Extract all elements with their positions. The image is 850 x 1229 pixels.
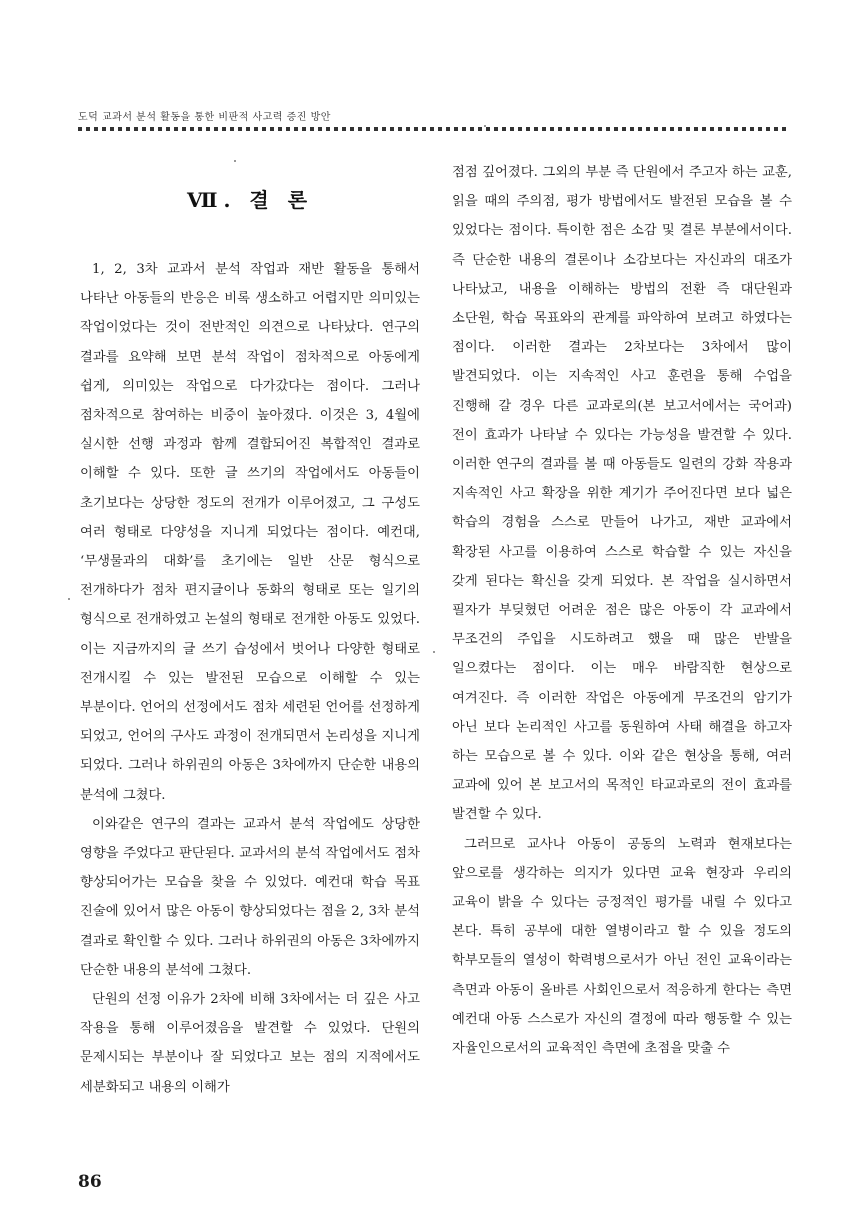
scan-speck bbox=[68, 598, 70, 600]
paragraph: 점점 깊어졌다. 그외의 부분 즉 단원에서 주고자 하는 교훈, 읽을 때의 주의점, 평가 방법에서도 발전된 모습을 볼 수 있었다는 점이다. 특이한 점은 소감 및 결론 부분에서이다. 즉 단순한 내용의 결론이나 소감보다는 자신과의 대조가 나타났고, 내용을 이해하는 방법의 전환 즉 대단원과 소단원, 학습 목표와의 관계를 파악하여 보려고 하였다는 점이다. 이러한 결과는 2차보다는 3차에서 많이 발견되었다. 이는 지속적인 사고 훈련을 통해 수업을 진행해 갈 경우 다른 교과로의(본 보고서에서는 국어과) 전이 효과가 나타날 수 있다는 가능성을 발견할 수 있다. 이러한 연구의 결과를 볼 때 아동들도 일련의 강화 작용과 지속적인 사고 확장을 위한 계기가 주어진다면 보다 넓은 학습의 경험을 스스로 만들어 나가고, 재반 교과에서 확장된 사고를 이용하여 스스로 학습할 수 있는 자신을 갖게 된다는 확신을 갖게 되었다. 본 작업을 실시하면서 필자가 부딪혔던 어려운 점은 많은 아동이 각 교과에서 무조건의 주입을 시도하려고 했을 때 많은 반발을 일으켰다는 점이다. 이는 매우 바람직한 현상으로 여겨진다. 즉 이러한 작업은 아동에게 무조건의 암기가 아닌 보다 논리적인 사고를 동원하여 사태 해결을 하고자 하는 모습으로 볼 수 있다. 이와 같은 현상을 통해, 여러 교과에 있어 본 보고서의 목적인 타교과로의 전이 효과를 발견할 수 있다. bbox=[452, 165, 792, 823]
running-title: 도덕 교과서 분석 활동을 통한 비판적 사고력 증진 방안 bbox=[78, 112, 331, 123]
paragraph: 1, 2, 3차 교과서 분석 작업과 재반 활동을 통해서 나타난 아동들의 반응은 비록 생소하고 어렵지만 의미있는 작업이었다는 것이 전반적인 의견으로 나타났다. 연구의 결과를 요약해 보면 분석 작업이 점차적으로 아동에게 쉽게, 의미있는 작업으로 다가갔다는 점이다. 그러나 점차적으로 참여하는 비중이 높아졌다. 이것은 3, 4월에 실시한 선행 과정과 함께 결합되어진 복합적인 결과로 이해할 수 있다. 또한 글 쓰기의 작업에서도 아동들이 초기보다는 상당한 정도의 전개가 이루어졌고, 그 구성도 여러 형태로 다양성을 지니게 되었다는 점이다. 예컨대, ‘무생물과의 대화’를 초기에는 일반 산문 형식으로 전개하다가 점차 편지글이나 동화의 형태로 또는 일기의 형식으로 전개하였고 논설의 형태로 전개한 아동도 있었다. 이는 지금까지의 글 쓰기 습성에서 벗어나 다양한 형태로 전개시킬 수 있는 발전된 모습으로 이해할 수 있는 부분이다. 언어의 선정에서도 점차 세련된 언어를 선정하게 되었고, 언어의 구사도 과정이 전개되면서 논리성을 지니게 되었다. 그러나 하위권의 아동은 3차에까지 단순한 내용의 분석에 그쳤다. bbox=[80, 262, 420, 803]
paragraph: 단원의 선정 이유가 2차에 비해 3차에서는 더 깊은 사고 작용을 통해 이루어졌음을 발견할 수 있었다. 단원의 문제시되는 부분이나 잘 되었다고 보는 점의 지적에서도 세분화되고 내용의 이해가 bbox=[80, 992, 420, 1095]
scan-speck bbox=[234, 160, 236, 162]
scan-speck bbox=[484, 125, 486, 127]
paragraph: 그러므로 교사나 아동이 공동의 노력과 현재보다는 앞으로를 생각하는 의지가 있다면 교육 현장과 우리의 교육이 밝을 수 있다는 긍정적인 평가를 내릴 수 있다고 본다. 특히 공부에 대한 열병이라고 할 수 있을 정도의 학부모들의 열성이 학력병으로서가 아닌 전인 교육이라는 측면과 아동이 올바른 사회인으로서 적응하게 한다는 측면 예컨대 아동 스스로가 자신의 결정에 따라 행동할 수 있는 자율인으로서의 교육적인 측면에 초점을 맞출 수 bbox=[452, 836, 792, 1057]
scan-speck bbox=[433, 651, 435, 653]
paragraph: 이와같은 연구의 결과는 교과서 분석 작업에도 상당한 영향을 주었다고 판단된다. 교과서의 분석 작업에서도 점차 향상되어가는 모습을 찾을 수 있었다. 예컨대 학습 목표 진술에 있어서 많은 아동이 향상되었다는 점을 2, 3차 분석 결과로 확인할 수 있다. 그러나 하위권의 아동은 3차에까지 단순한 내용의 분석에 그쳤다. bbox=[80, 816, 420, 978]
right-column bbox=[452, 158, 792, 1063]
section-title: Ⅶ. 결 론 bbox=[186, 188, 314, 212]
left-column bbox=[80, 158, 420, 1102]
header-dotted-rule bbox=[78, 127, 790, 131]
page-number: 86 bbox=[78, 1172, 102, 1192]
